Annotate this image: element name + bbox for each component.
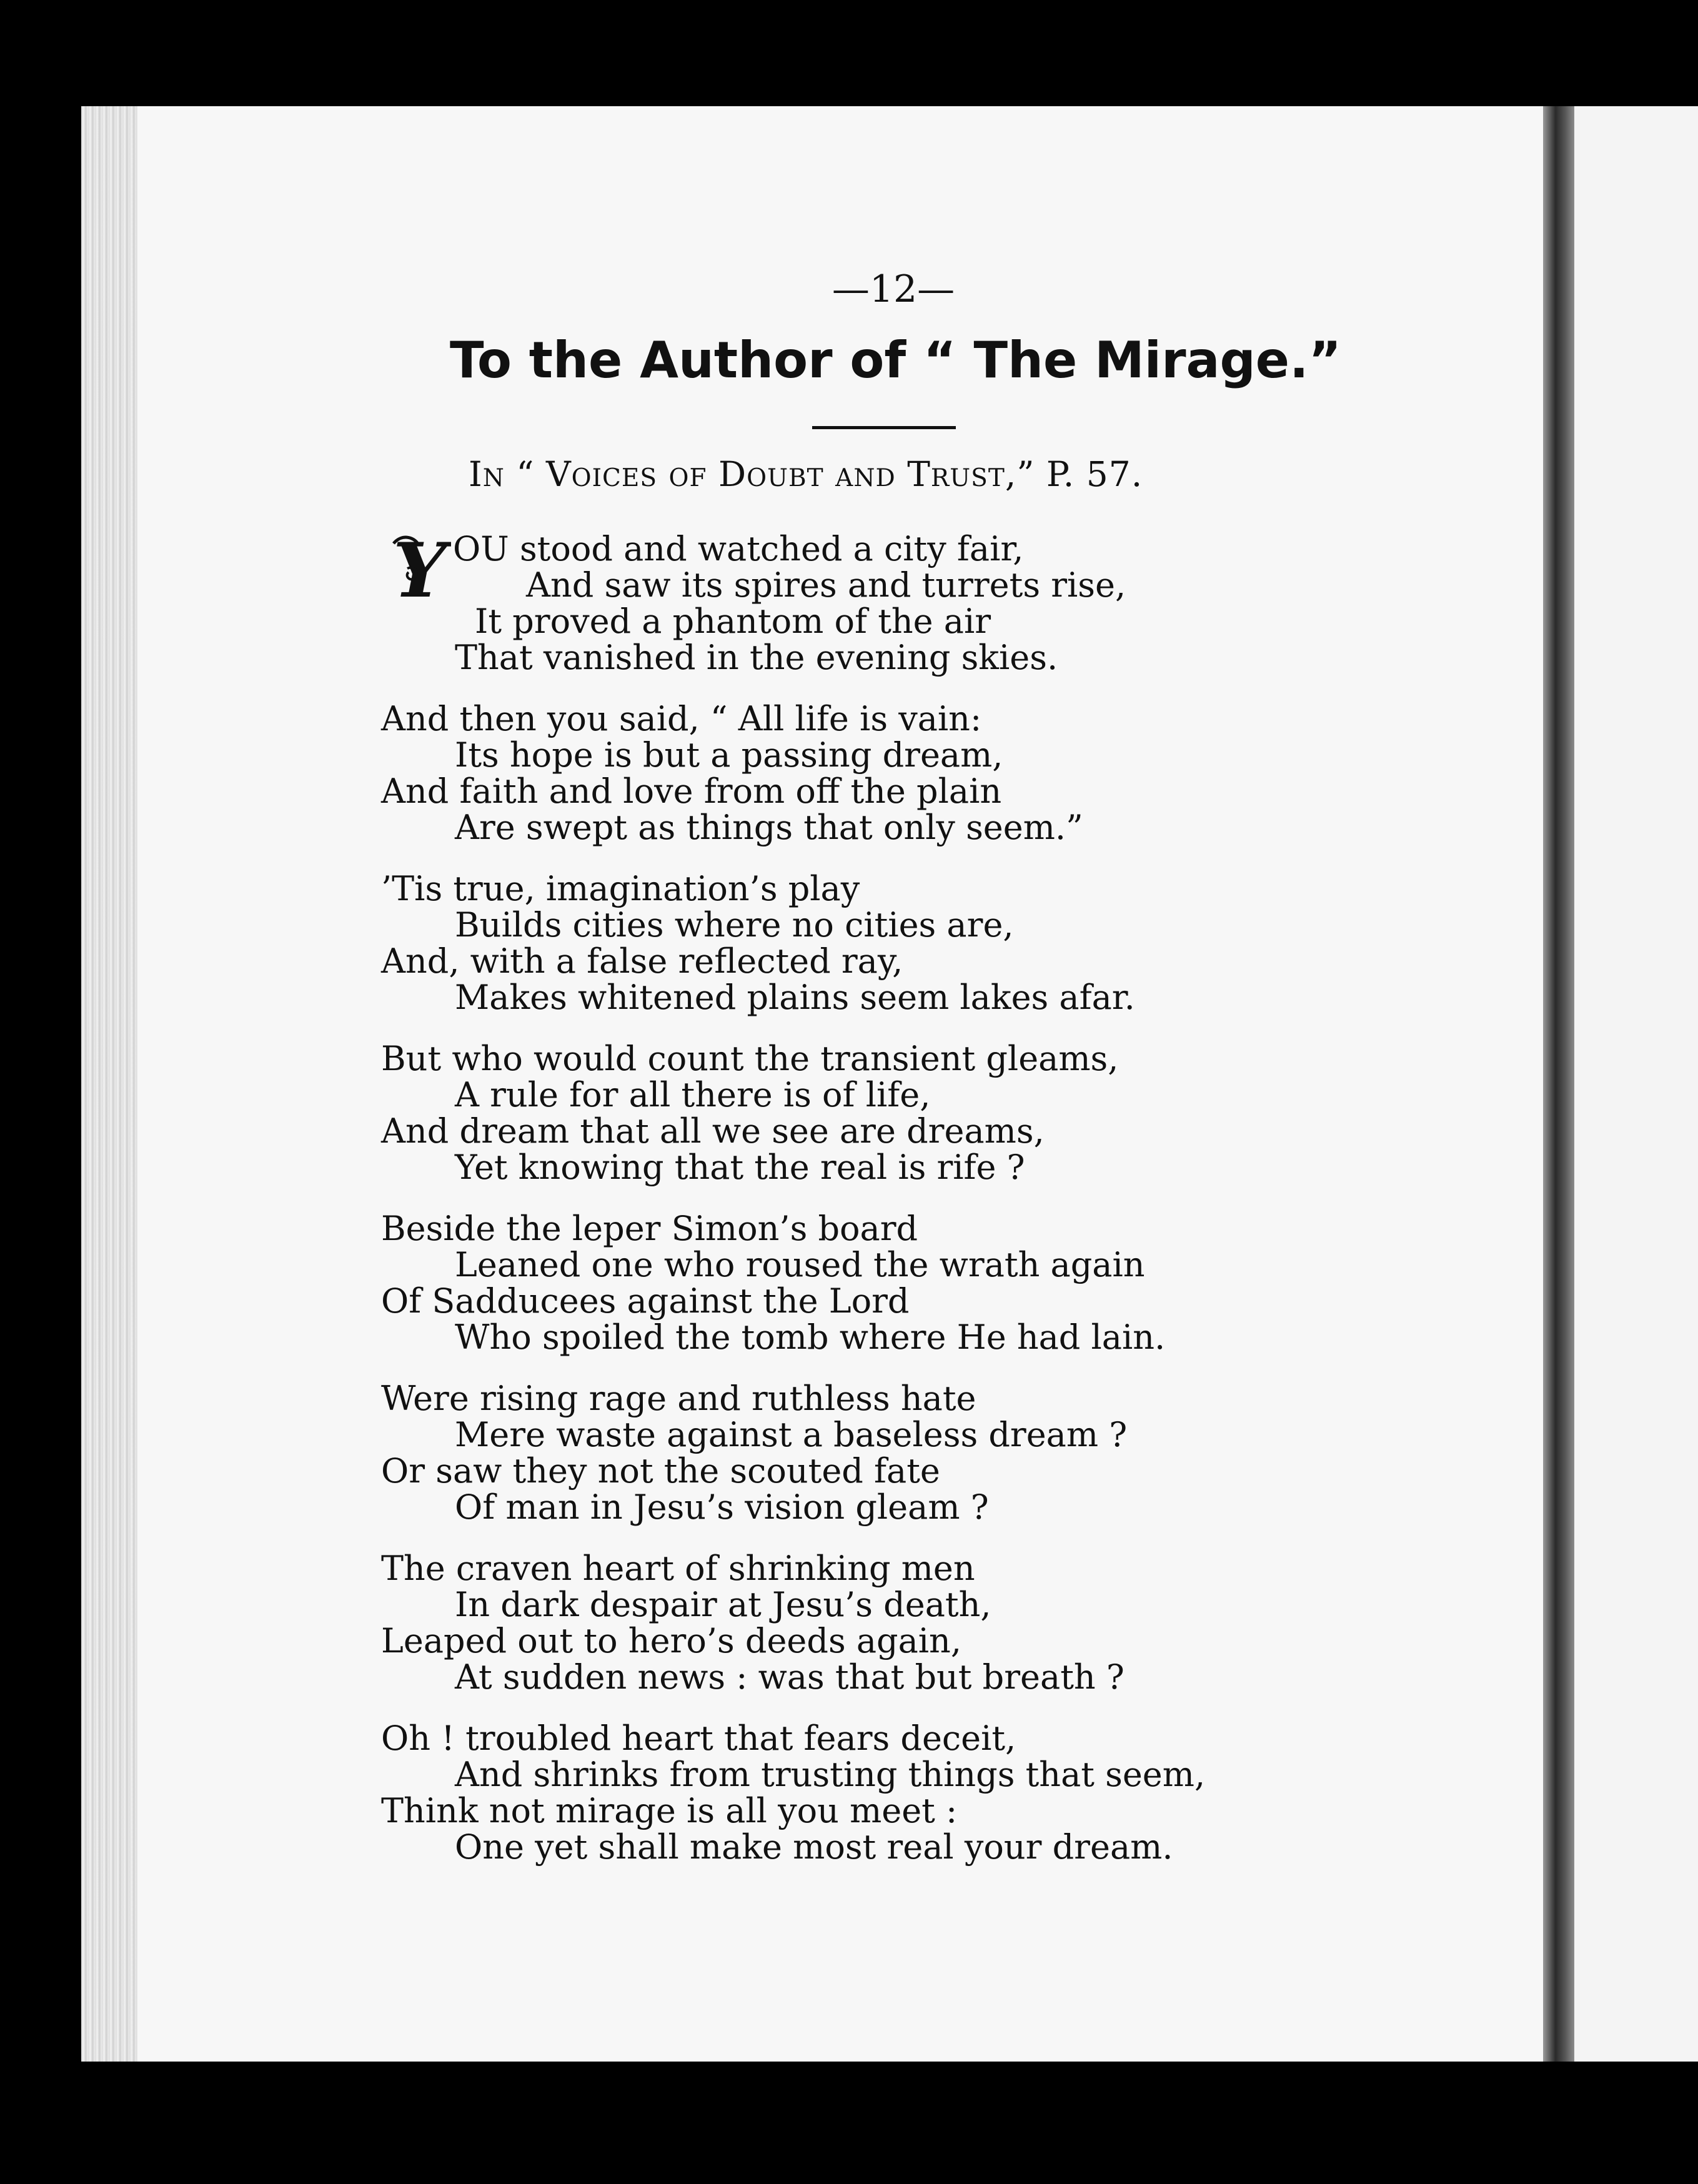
poem-line: Leaned one who roused the wrath again xyxy=(455,1245,1145,1284)
poem-line: Of man in Jesu’s vision gleam ? xyxy=(455,1487,989,1527)
poem-line: In dark despair at Jesu’s death, xyxy=(455,1585,991,1624)
poem-line: ’Tis true, imagination’s play xyxy=(381,869,860,908)
poem-title: To the Author of “ The Mirage.” xyxy=(450,331,1342,389)
poem-line: And, with a false reflected ray, xyxy=(381,941,903,981)
poem-line: And then you said, “ All life is vain: xyxy=(381,699,982,738)
stanza-7 xyxy=(381,1551,1356,1695)
poem-line: Think not mirage is all you meet : xyxy=(381,1791,958,1830)
stanza-4 xyxy=(381,1041,1356,1186)
poem-line: Mere waste against a baseless dream ? xyxy=(455,1415,1128,1454)
stanza-1 xyxy=(381,531,1356,676)
poem-line: That vanished in the evening skies. xyxy=(455,638,1058,677)
poem-line: Or saw they not the scouted fate xyxy=(381,1451,940,1491)
poem-line: Leaped out to hero’s deeds again, xyxy=(381,1621,961,1660)
page-number: —12— xyxy=(832,267,955,311)
page-edge xyxy=(81,106,137,2062)
subtitle-prefix: In “ xyxy=(469,454,546,494)
title-rule xyxy=(812,426,956,429)
stanza-8 xyxy=(381,1720,1356,1865)
stanza-5 xyxy=(381,1211,1356,1356)
poem-line: Were rising rage and ruthless hate xyxy=(381,1379,976,1418)
poem-line: And saw its spires and turrets rise, xyxy=(526,565,1126,605)
poem-line: But who would count the transient gleams, xyxy=(381,1039,1119,1078)
poem-line: Of Sadducees against the Lord xyxy=(381,1281,910,1321)
poem-line: Oh ! troubled heart that fears deceit, xyxy=(381,1719,1016,1758)
poem-line: And faith and love from off the plain xyxy=(381,772,1002,811)
poem-line: The craven heart of shrinking men xyxy=(381,1549,975,1588)
subtitle-suffix: ” P. 57. xyxy=(1016,454,1143,494)
poem-line-text: OU stood and watched a city fair, xyxy=(453,529,1024,568)
stanza-3 xyxy=(381,871,1356,1016)
poem-line: And dream that all we see are dreams, xyxy=(381,1111,1045,1151)
poem-line: Its hope is but a passing dream, xyxy=(455,735,1003,775)
poem-line: And shrinks from trusting things that seem, xyxy=(455,1755,1206,1794)
poem-line: Makes whitened plains seem lakes afar. xyxy=(455,978,1135,1017)
stanza-6 xyxy=(381,1381,1356,1526)
subtitle-work: Voices of Doubt and Trust, xyxy=(545,454,1017,494)
book-gutter xyxy=(1543,106,1574,2062)
poem-line: It proved a phantom of the air xyxy=(475,602,991,641)
stanza-2 xyxy=(381,701,1356,846)
adjacent-page xyxy=(1574,106,1698,2062)
dropcap-letter: Y xyxy=(393,531,447,612)
poem-line: Builds cities where no cities are, xyxy=(455,905,1014,945)
poem-line: A rule for all there is of life, xyxy=(455,1075,931,1114)
poem-line: At sudden news : was that but breath ? xyxy=(455,1657,1125,1697)
poem-line: One yet shall make most real your dream. xyxy=(455,1827,1173,1867)
poem-subtitle xyxy=(469,454,1312,494)
poem-line: Who spoiled the tomb where He had lain. xyxy=(455,1318,1166,1357)
ornamental-dropcap xyxy=(389,531,451,612)
poem-line: Beside the leper Simon’s board xyxy=(381,1209,918,1248)
poem-line: Yet knowing that the real is rife ? xyxy=(455,1148,1025,1187)
poem-line: Are swept as things that only seem.” xyxy=(455,808,1083,847)
poem-body xyxy=(381,531,1356,1890)
